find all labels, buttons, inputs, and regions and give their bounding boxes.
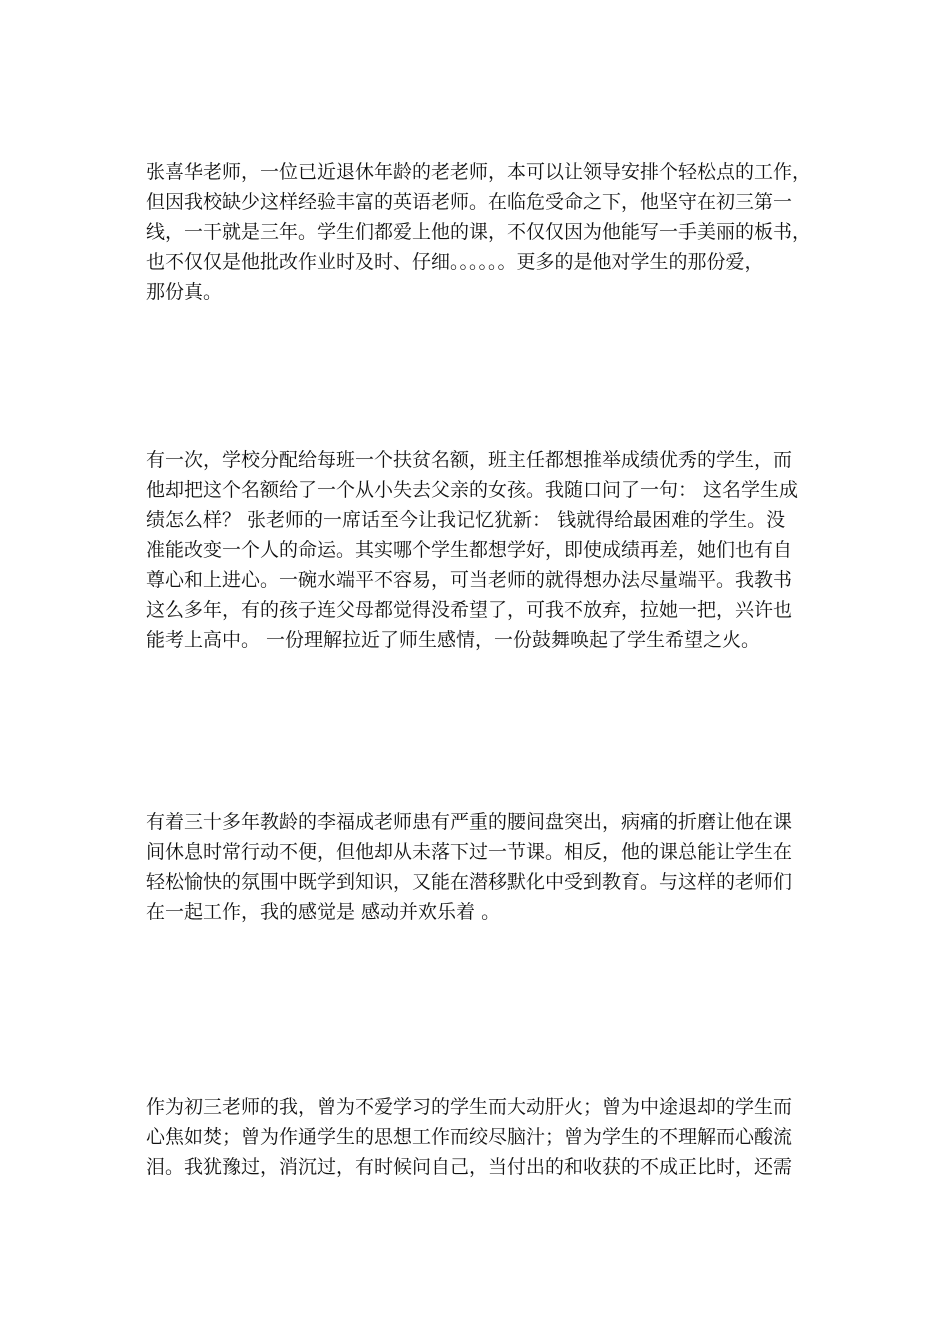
text-line: 张喜华老师，一位已近退休年龄的老老师，本可以让领导安排个轻松点的工作， — [146, 161, 812, 183]
text-line: 泪。我犹豫过，消沉过，有时候问自己，当付出的和收获的不成正比时，还需 — [146, 1156, 793, 1178]
text-line: 但因我校缺少这样经验丰富的英语老师。在临危受命之下，他坚守在初三第一 — [146, 191, 793, 213]
paragraph-zhang-xihua — [146, 157, 816, 307]
text-line: 有一次，学校分配给每班一个扶贫名额，班主任都想推举成绩优秀的学生，而 — [146, 449, 793, 471]
text-line: 心焦如焚；曾为作通学生的思想工作而绞尽脑汁；曾为学生的不理解而心酸流 — [146, 1126, 793, 1148]
text-line: 有着三十多年教龄的李福成老师患有严重的腰间盘突出，病痛的折磨让他在课 — [146, 811, 793, 833]
text-line: 绩怎么样？ 张老师的一席话至今让我记忆犹新： 钱就得给最困难的学生。没 — [146, 509, 786, 531]
text-line: 准能改变一个人的命运。其实哪个学生都想学好，即使成绩再差，她们也有自 — [146, 539, 793, 561]
text-line: 线，一干就是三年。学生们都爱上他的课，不仅仅因为他能写一手美丽的板书， — [146, 221, 812, 243]
text-line: 在一起工作，我的感觉是 感动并欢乐着 。 — [146, 901, 501, 923]
paragraph-author-reflection — [146, 1092, 816, 1182]
text-line: 轻松愉快的氛围中既学到知识，又能在潜移默化中受到教育。与这样的老师们 — [146, 871, 793, 893]
text-line: 那份真。 — [146, 281, 223, 303]
paragraph-poverty-quota — [146, 445, 816, 655]
paragraph-li-fucheng — [146, 807, 816, 927]
text-line: 这么多年，有的孩子连父母都觉得没希望了，可我不放弃，拉她一把，兴许也 — [146, 599, 793, 621]
text-line: 间休息时常行动不便，但他却从未落下过一节课。相反，他的课总能让学生在 — [146, 841, 793, 863]
text-line: 也不仅仅是他批改作业时及时、仔细。。。。。。更多的是他对学生的那份爱， — [146, 251, 764, 273]
text-line: 尊心和上进心。一碗水端平不容易，可当老师的就得想办法尽量端平。我教书 — [146, 569, 793, 591]
text-line: 他却把这个名额给了一个从小失去父亲的女孩。我随口问了一句： 这名学生成 — [146, 479, 799, 501]
text-line: 能考上高中。 一份理解拉近了师生感情，一份鼓舞唤起了学生希望之火。 — [146, 629, 761, 651]
text-line: 作为初三老师的我，曾为不爱学习的学生而大动肝火；曾为中途退却的学生而 — [146, 1096, 793, 1118]
